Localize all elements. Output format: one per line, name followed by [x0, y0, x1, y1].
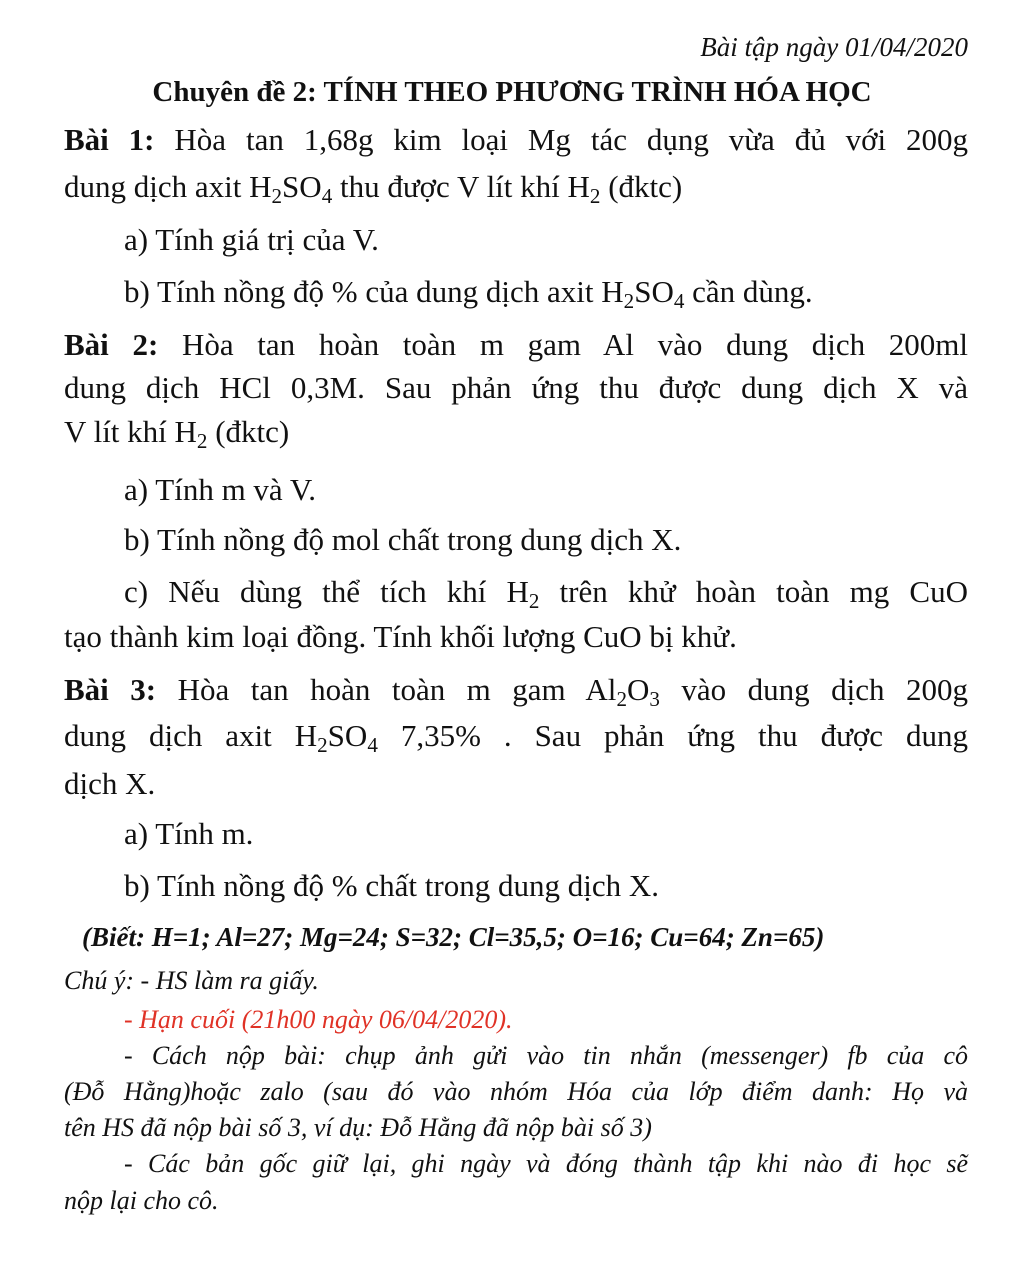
subscript: 2 — [528, 588, 540, 613]
problem1-text: Hòa tan 1,68g kim loại Mg tác dụng vừa đủ với 200g — [174, 122, 968, 157]
subscript: 2 — [623, 288, 635, 313]
problem2-text: Hòa tan hoàn toàn m gam Al vào dung dịch 200ml — [181, 327, 969, 362]
problem1-line2 — [64, 169, 683, 208]
deadline-note: - Hạn cuối (21h00 ngày 06/04/2020). — [124, 1005, 513, 1034]
text: trên khử hoàn toàn mg CuO — [539, 574, 968, 609]
text: b) Tính nồng độ % của dung dịch axit H — [124, 274, 624, 309]
problem2-line3 — [64, 414, 290, 453]
text: (đktc) — [207, 414, 290, 449]
subscript: 2 — [589, 183, 601, 208]
atomic-masses: (Biết: H=1; Al=27; Mg=24; S=32; Cl=35,5; O=16; Cu=64; Zn=65) — [82, 922, 825, 952]
problem3-text — [177, 672, 968, 711]
problem2-line2: dung dịch HCl 0,3M. Sau phản ứng thu được dung dịch X và — [64, 370, 968, 405]
problem2-part-a: a) Tính m và V. — [124, 472, 317, 507]
problem2-label: Bài 2: — [64, 327, 159, 362]
date-line: Bài tập ngày 01/04/2020 — [700, 32, 968, 62]
problem1-line1 — [64, 124, 968, 155]
subscript: 2 — [196, 428, 208, 453]
text: vào dung dịch 200g — [659, 672, 968, 707]
topic-title: Chuyên đề 2: TÍNH THEO PHƯƠNG TRÌNH HÓA HỌC — [152, 76, 872, 108]
subscript: 4 — [367, 732, 378, 757]
problem3-label: Bài 3: — [64, 672, 157, 707]
problem3-line1 — [64, 672, 968, 711]
problem2-part-b: b) Tính nồng độ mol chất trong dung dịch X. — [124, 522, 682, 557]
text: SO — [282, 169, 322, 204]
text: O — [626, 672, 650, 707]
subscript: 3 — [649, 686, 660, 711]
subscript: 4 — [321, 183, 333, 208]
text: thu được V lít khí H — [332, 169, 590, 204]
subscript: 2 — [616, 686, 627, 711]
text: (đktc) — [600, 169, 683, 204]
submit-note-line1: - Cách nộp bài: chụp ảnh gửi vào tin nhắn (messenger) fb của cô — [124, 1041, 968, 1070]
problem3-line3: dịch X. — [64, 766, 156, 801]
text: dung dịch axit H — [64, 169, 272, 204]
problem1-part-a: a) Tính giá trị của V. — [124, 222, 379, 257]
keep-note-line1: - Các bản gốc giữ lại, ghi ngày và đóng thành tập khi nào đi học sẽ — [124, 1149, 968, 1178]
problem3-line2 — [64, 718, 968, 757]
problem2-line1 — [64, 329, 968, 360]
problem3-part-a: a) Tính m. — [124, 816, 254, 851]
problem1-label: Bài 1: — [64, 122, 155, 157]
text: Hòa tan hoàn toàn m gam Al — [177, 672, 617, 707]
text: SO — [327, 718, 368, 753]
notes-item1: - HS làm ra giấy. — [134, 966, 319, 995]
text: V lít khí H — [64, 414, 197, 449]
notes-label: Chú ý: — [64, 966, 135, 995]
problem1-part-b — [124, 274, 813, 313]
text: cần dùng. — [684, 274, 813, 309]
keep-note-line2: nộp lại cho cô. — [64, 1186, 219, 1215]
problem2-part-c-line2: tạo thành kim loại đồng. Tính khối lượng CuO bị khử. — [64, 619, 737, 654]
subscript: 2 — [317, 732, 328, 757]
text: c) Nếu dùng thể tích khí H — [124, 574, 529, 609]
text: SO — [634, 274, 674, 309]
subscript: 2 — [271, 183, 283, 208]
subscript: 4 — [673, 288, 685, 313]
submit-note-line3: tên HS đã nộp bài số 3, ví dụ: Đỗ Hằng đã nộp bài số 3) — [64, 1113, 652, 1142]
submit-note-line2: (Đỗ Hằng)hoặc zalo (sau đó vào nhóm Hóa của lớp điểm danh: Họ và — [64, 1077, 968, 1106]
text: 7,35% . Sau phản ứng thu được dung — [377, 718, 968, 753]
problem3-part-b: b) Tính nồng độ % chất trong dung dịch X. — [124, 868, 659, 903]
notes-line1 — [64, 968, 319, 994]
problem2-part-c — [124, 574, 968, 613]
text: dung dịch axit H — [64, 718, 318, 753]
